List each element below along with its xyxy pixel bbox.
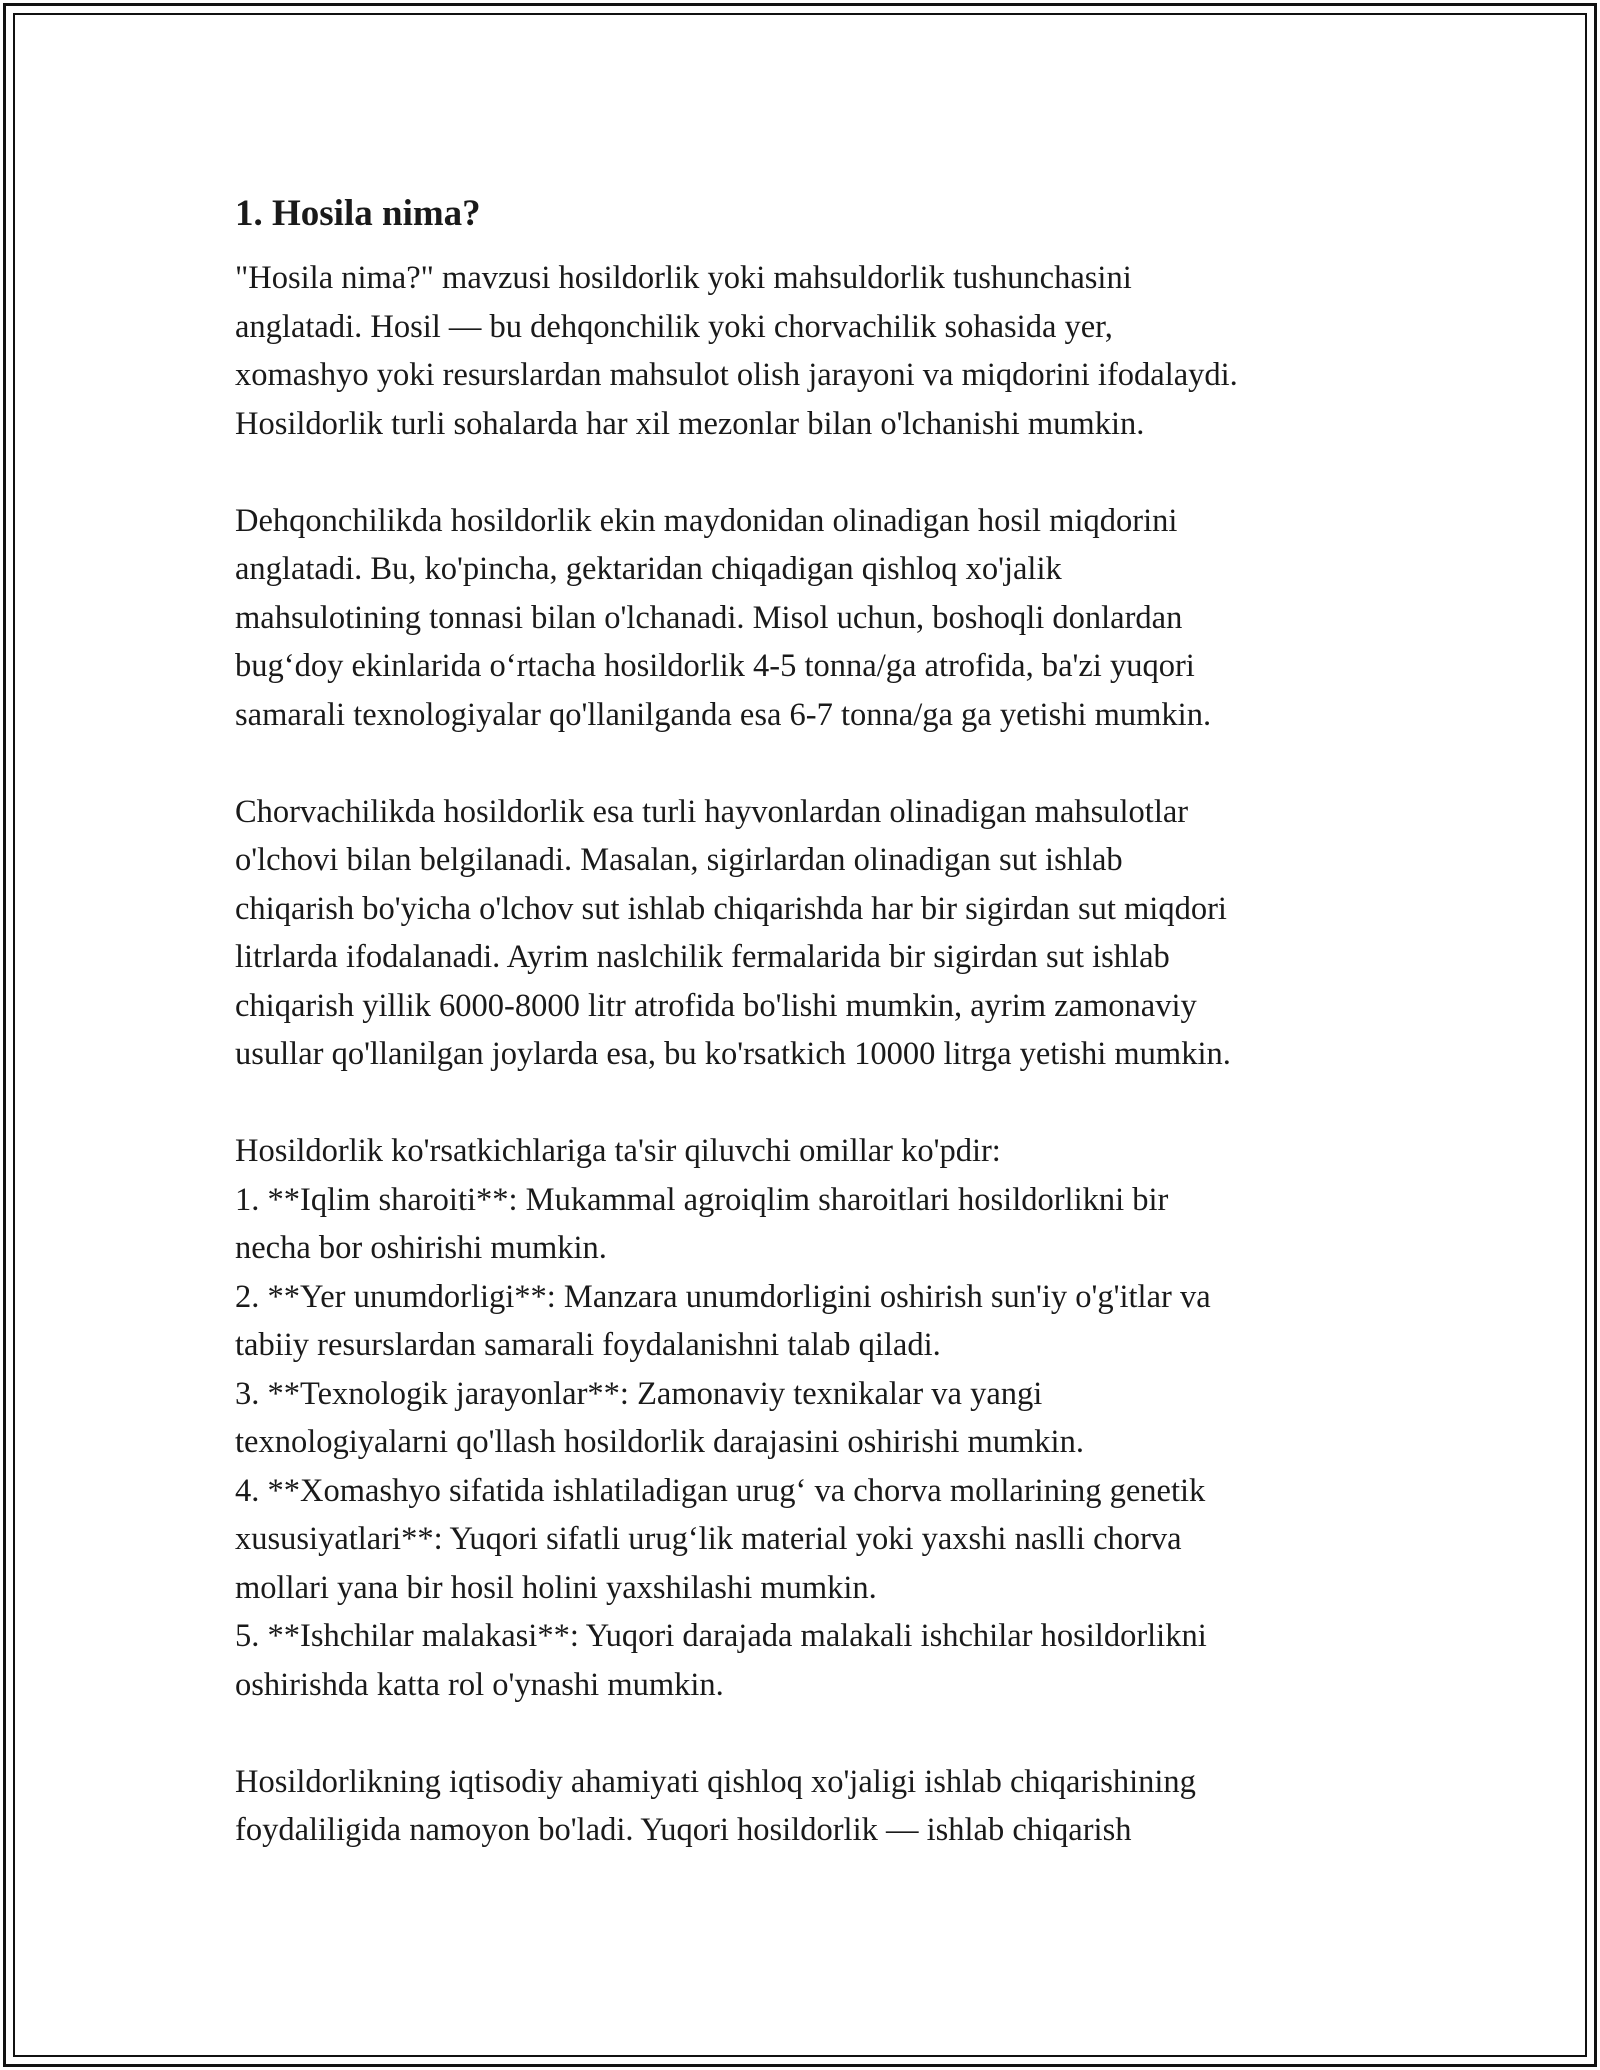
text-line: 2. **Yer unumdorligi**: Manzara unumdorligini oshirish sun'iy o'g'itlar va [235,1278,1211,1315]
text-line: o'lchovi bilan belgilanadi. Masalan, sigirlardan olinadigan sut ishlab [235,842,1123,878]
text-line: tabiiy resurslardan samarali foydalanishni talab qiladi. [235,1327,941,1363]
text-line: oshirishda katta rol o'ynashi mumkin. [235,1666,724,1703]
text-line: Hosildorlik ko'rsatkichlariga ta'sir qiluvchi omillar ko'pdir: [235,1133,1001,1169]
text-line: necha bor oshirishi mumkin. [235,1230,607,1266]
text-line: Hosildorlik turli sohalarda har xil mezonlar bilan o'lchanishi mumkin. [235,405,1145,442]
text-line: "Hosila nima?" mavzusi hosildorlik yoki mahsuldorlik tushunchasini [235,260,1132,296]
text-line: chiqarish yillik 6000-8000 litr atrofida bo'lishi mumkin, ayrim zamonaviy [235,987,1197,1024]
paragraph-livestock [235,788,1385,1079]
text-line: bug‘doy ekinlarida o‘rtacha hosildorlik 4-5 tonna/ga atrofida, ba'zi yuqori [235,648,1195,684]
text-line: Hosildorlikning iqtisodiy ahamiyati qishloq xo'jaligi ishlab chiqarishining [235,1763,1196,1800]
text-line: xomashyo yoki resurslardan mahsulot olish jarayoni va miqdorini ifodalaydi. [235,357,1238,393]
paragraph-farming [235,497,1385,740]
paragraph-factors [235,1127,1385,1709]
text-line: litrlarda ifodalanadi. Ayrim naslchilik fermalarida bir sigirdan sut ishlab [235,939,1170,975]
text-line: mahsulotining tonnasi bilan o'lchanadi. Misol uchun, boshoqli donlardan [235,599,1183,636]
text-line: 3. **Texnologik jarayonlar**: Zamonaviy texnikalar va yangi [235,1375,1043,1412]
text-line: Dehqonchilikda hosildorlik ekin maydonidan olinadigan hosil miqdorini [235,502,1178,539]
document-title: 1. Hosila nima? [235,193,481,234]
text-line: anglatadi. Hosil — bu dehqonchilik yoki chorvachilik sohasida yer, [235,308,1113,345]
text-line: Chorvachilikda hosildorlik esa turli hayvonlardan olinadigan mahsulotlar [235,793,1189,830]
text-line: foydaliligida namoyon bo'ladi. Yuqori hosildorlik — ishlab chiqarish [235,1812,1132,1848]
text-line: xususiyatlari**: Yuqori sifatli urug‘lik material yoki yaxshi naslli chorva [235,1521,1182,1557]
text-line: anglatadi. Bu, ko'pincha, gektaridan chiqadigan qishloq xo'jalik [235,551,1062,587]
text-line: chiqarish bo'yicha o'lchov sut ishlab chiqarishda har bir sigirdan sut miqdori [235,890,1227,927]
text-line: mollari yana bir hosil holini yaxshilashi mumkin. [235,1569,877,1606]
paragraph-economics [235,1758,1385,1855]
document-body [235,186,1385,1903]
text-line: 1. **Iqlim sharoiti**: Mukammal agroiqlim sharoitlari hosildorlikni bir [235,1181,1169,1218]
text-line: samarali texnologiyalar qo'llanilganda esa 6-7 tonna/ga ga yetishi mumkin. [235,696,1212,733]
text-line: texnologiyalarni qo'llash hosildorlik darajasini oshirishi mumkin. [235,1424,1084,1460]
text-line: usullar qo'llanilgan joylarda esa, bu ko'rsatkich 10000 litrga yetishi mumkin. [235,1036,1231,1072]
paragraph-intro [235,254,1385,448]
text-line: 5. **Ishchilar malakasi**: Yuqori darajada malakali ishchilar hosildorlikni [235,1618,1207,1654]
text-line: 4. **Xomashyo sifatida ishlatiladigan urug‘ va chorva mollarining genetik [235,1472,1206,1509]
